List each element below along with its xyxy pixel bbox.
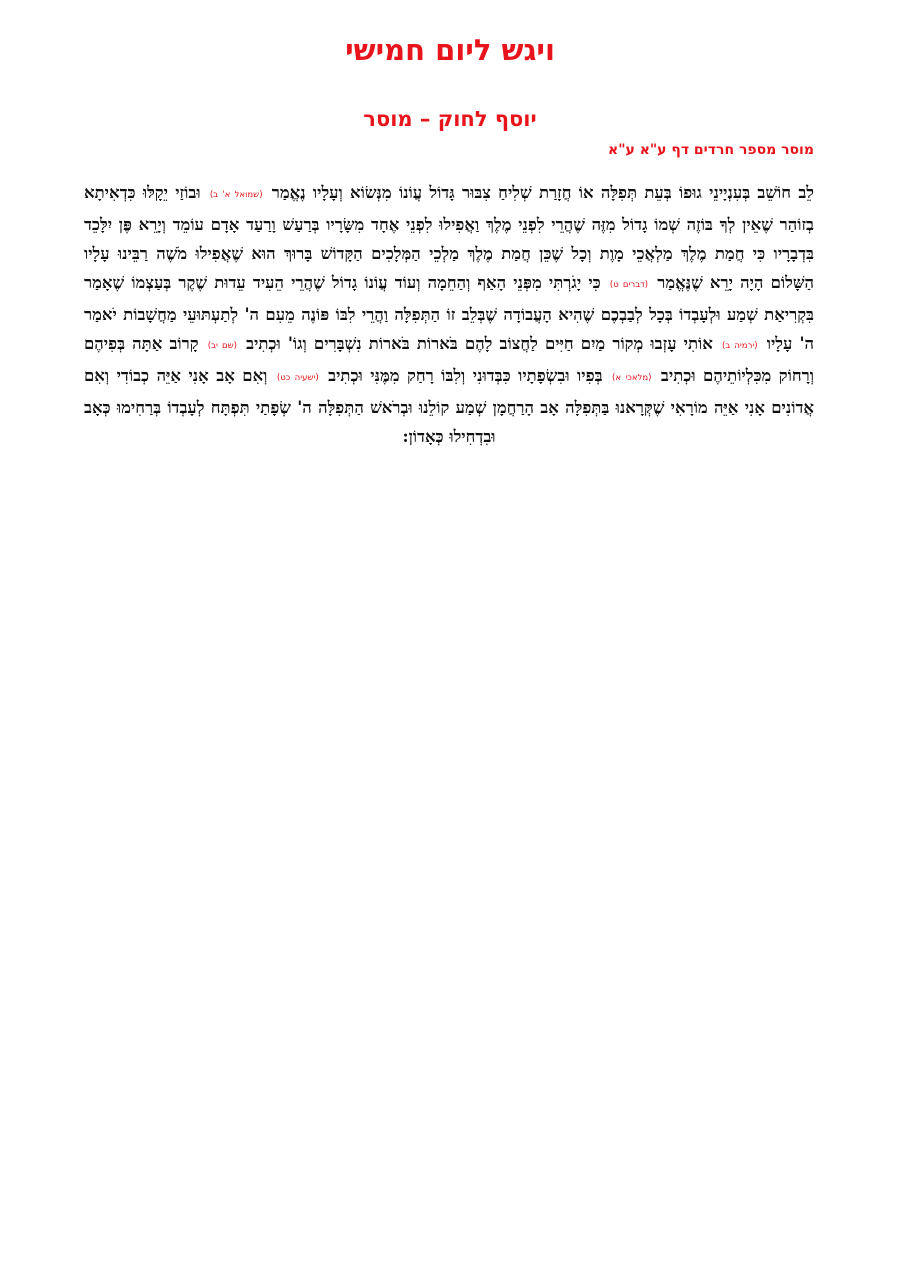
body-segment: וְאִם אָב אָנִי אַיֵּה כְבוֹדִי וְאִם אֲדוֹנִים אָנִי אַיֵּה מוֹרָאִי שֶׁקְּרָאנוּ בַּתְּפִלָּה אָב הָרַחֲמָן שְׁמַע קוֹלֵנוּ וּבְרֹאשׁ הַתְּפִלָּה ה' שְׂפָתַי תִּפְתָּח לְעָבְדוֹ בְּרַחִימוּ כְּאָב וּבִדְחִילוּ כְּאָדוֹן:: [84, 366, 814, 446]
scripture-reference: (שמואל א' ב): [209, 190, 263, 200]
section-title: יוסף לחוק – מוסר: [363, 107, 537, 131]
scripture-reference: (מלאכי א): [612, 373, 652, 383]
body-segment: קָרוֹב אַתָּה בְּפִיהֶם וְרָחוֹק מִכִּלְיוֹתֵיהֶם וּכְתִיב: [84, 334, 814, 385]
scripture-reference: (ישעיה כט): [276, 373, 319, 383]
page-title: ויגש ליום חמישי: [345, 33, 555, 67]
scripture-reference: (שם יב): [207, 341, 237, 351]
body-segment: לֵב חוֹשֵׁב בְּעִנְיָינֵי גוּפוֹ בְּעֵת תְּפִלָּה אוֹ חֲזָרַת שְׁלִיחַ צִבּוּר גָּדוֹל עֲוֹנוֹ מִנְּשׂוֹא וְעָלָיו נֶאֱמַר: [271, 183, 814, 202]
body-segment: כִּי יָגֹרְתִּי מִפְּנֵי הָאַף וְהַחֵמָה וְעוֹד עֲוֹנוֹ גָדוֹל שֶׁהֲרֵי הֵעִיד עֵדוּת שֶׁקֶר בְּעַצְמוֹ שֶׁאָמַר בִּקְרִיאַת שְׁמַע וּלְעָבְדוֹ בְּכָל לְבַבְכֶם שֶׁהִיא הָעֲבוֹדָה שֶׁבְּלֵב זוֹ הַתְּפִלָּה וַהֲרֵי לִבּוֹ פּוֹנֶה מֵעִם ה' לְתַעְתּוּעֵי מַחֲשָׁבוֹת יֹאמַר ה' עָלָיו: [84, 273, 815, 353]
body-segment: בְּפִיו וּבִשְׂפָתָיו כִּבְּדוּנִי וְלִבּוֹ רָחַק מִמֶּנִּי וּכְתִיב: [328, 366, 603, 385]
source-citation: מוסר מספר חרדים דף ע"א ע"א: [608, 142, 814, 158]
body-paragraph: [84, 178, 814, 451]
scripture-reference: (דברים ט): [609, 280, 649, 290]
body-segment: וּבוֹזַי יֵקָלּוּ כִּדְאִיתָא בְזוֹהַר שֶׁאֵין לְךָ בּוֹזֶה שְׁמוֹ גָדוֹל מִזֶּה שֶׁהֲרֵי לִפְנֵי מֶלֶךְ וַאֲפִילוּ לִפְנֵי אֶחָד מִשָּׂרָיו בְּרַעַשׁ וָרַעַד אָדָם עוֹמֵד וְיָרֵא פֶּן יִלָּכֵד בִּדְבָרָיו כִּי חֲמַת מֶלֶךְ מַלְאֲכֵי מָוֶת וְכָל שֶׁכֵּן חֲמַת מֶלֶךְ מַלְכֵי הַמְּלָכִים הַקָּדוֹשׁ בָּרוּךְ הוּא שֶׁאֲפִילוּ מֹשֶׁה רַבֵּינוּ עָלָיו הַשָּׁלוֹם הָיָה יָרֵא שֶׁנֶּאֱמַר: [84, 183, 814, 292]
scripture-reference: (ירמיה ב): [722, 341, 758, 351]
body-segment: אוֹתִי עָזְבוּ מְקוֹר מַיִם חַיִּים לַחֲצוֹב לָהֶם בֹּארוֹת בֹּארוֹת נִשְׁבָּרִים וְגוֹ' וּכְתִיב: [246, 334, 713, 353]
